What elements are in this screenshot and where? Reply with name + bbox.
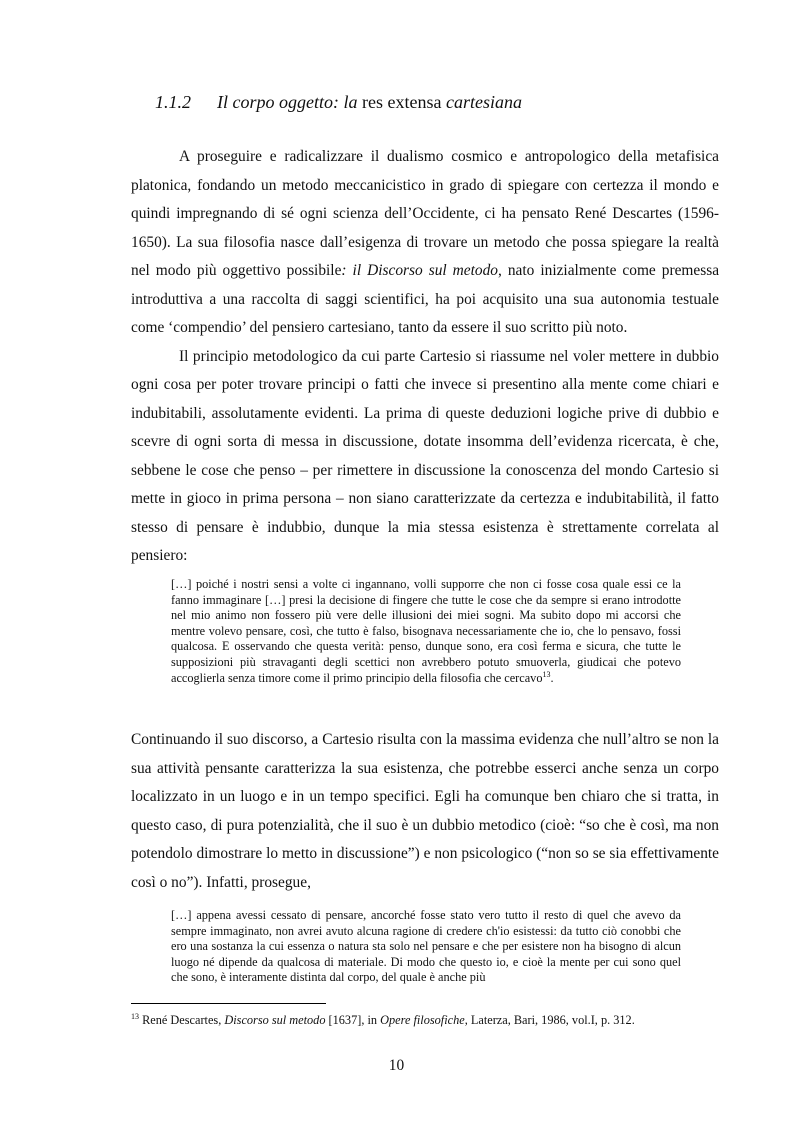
paragraph-2: Il principio metodologico da cui parte Cartesio si riassume nel voler mettere in dubbio ogni cosa per poter trovare principi o fatti che invece si presentino alla mente come chiari e indubitabili, assolutamente evidenti. La prima di queste deduzioni logiche prive di dubbio e scevre di ogni sorta di messa in discussione, dotate insomma dell’evidenza ricercata, è che, sebbene le cose che penso – per rimettere in discussione la conoscenza del mondo Cartesio si mette in gioco in prima persona – non siano caratterizzate da certezza e indubitabilità, il fatto stesso di pensare è indubbio, dunque la mia stessa esistenza è strettamente correlata al pensiero: (131, 347, 719, 564)
section-heading (155, 92, 522, 113)
quote1-text: […] poiché i nostri sensi a volte ci ingannano, volli supporre che non ci fosse cosa quale essi ce la fanno immaginare […] presi la decisione di fingere che tutte le cose che da sempre si erano introdotte nel mio animo non fossero più vere delle illusioni dei miei sogni. Ma subito dopo mi accorsi che mentre volevo pensare, così, che tutto è falso, bisognava necessariamente che io, che lo pensavo, fossi qualcosa. E osservando che questa verità: penso, dunque sono, era così ferma e sicura, che tutte le supposizioni più stravaganti degli scettici non avrebbero potuto smuoverla, giudicai che potevo accoglierla senza timore come il primo principio della filosofia che cercavo (171, 577, 681, 685)
footnote-rest: , Laterza, Bari, 1986, vol.I, p. 312. (464, 1013, 635, 1027)
body-text-top (131, 143, 719, 571)
body-text-middle (131, 726, 719, 897)
footnote-separator (131, 1003, 326, 1004)
footnote-title: Discorso sul metodo (224, 1013, 326, 1027)
heading-part2: res extensa (361, 92, 442, 112)
paragraph-1 (131, 143, 719, 343)
page-number: 10 (388, 1057, 405, 1074)
p1-colon: : il (341, 262, 368, 279)
section-number: 1.1.2 (155, 92, 191, 112)
p1-title: Discorso sul metodo (367, 262, 498, 279)
footnote-ref[interactable]: 13 (542, 669, 551, 679)
footnote-author: René Descartes, (139, 1013, 225, 1027)
block-quote-2: […] appena avessi cessato di pensare, ancorché fosse stato vero tutto il resto di quel che avevo da sempre immaginato, non avrei avuto alcuna ragione di credere ch'io esistessi: da tutto ciò conobbi che ero una sostanza la cui essenza o natura sta solo nel pensare e che per esistere non ha bisogno di alcun luogo né dipende da qualcosa di materiale. Di modo che questo io, e cioè la mente per cui sono quel che sono, è interamente distinta dal corpo, del quale è anche più (171, 908, 681, 985)
heading-part3: cartesiana (441, 92, 522, 112)
footnote-collection: Opere filosofiche (380, 1013, 465, 1027)
footnote (131, 1013, 721, 1028)
p1-text: A proseguire e radicalizzare il dualismo cosmico e antropologico della metafisica platonica, fondando un metodo meccanicistico in grado di spiegare con certezza il mondo e quindi impregnando di sé ogni scienza dell’Occidente, ci ha pensato René Descartes (1596-1650). La sua filosofia nasce dall’esigenza di trovare un metodo che possa spiegare la realtà nel modo più oggettivo possibile (131, 148, 719, 279)
block-quote-1 (171, 577, 681, 686)
footnote-middle: [1637], in (325, 1013, 381, 1027)
quote1-end: . (550, 670, 554, 685)
heading-part1: Il corpo oggetto: la (217, 92, 362, 112)
p1-text-after: , nato inizialmente come premessa introduttiva a una raccolta di saggi scientifici, ha poi acquisito una sua autonomia testuale come ‘compendio’ del pensiero cartesiano, tanto da essere il suo scritto più noto. (131, 262, 720, 336)
paragraph-3: Continuando il suo discorso, a Cartesio risulta con la massima evidenza che null’altro se non la sua attività pensante caratterizza la sua esistenza, che potrebbe esserci anche senza un corpo localizzato in un luogo e in un tempo specifici. Egli ha comunque ben chiaro che si tratta, in questo caso, di pura potenzialità, che il suo è un dubbio metodico (cioè: “so che è così, ma non potendolo dimostrare lo metto in discussione”) e non psicologico (“non so se sia effettivamente così o no”). Infatti, prosegue, (131, 731, 719, 891)
footnote-number: 13 (131, 1011, 139, 1021)
